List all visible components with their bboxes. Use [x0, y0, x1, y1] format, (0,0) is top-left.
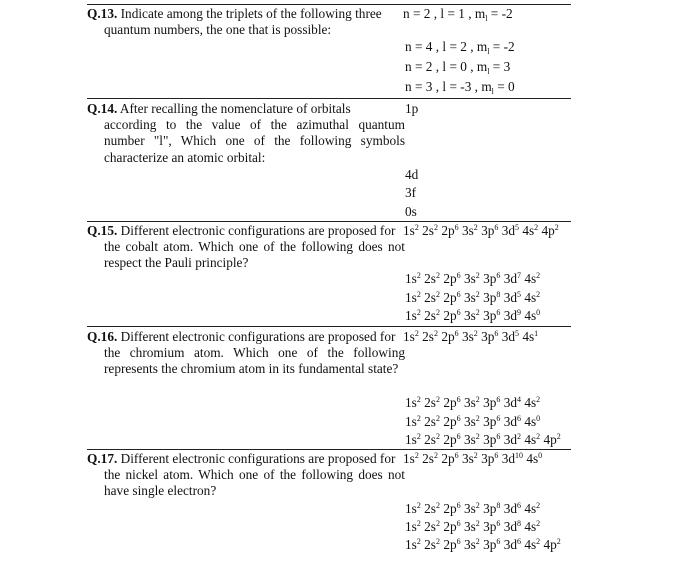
option-a[interactable]: [403, 223, 559, 239]
question-text-first: Indicate among the triplets of the following three: [120, 6, 382, 21]
ml-value: $m_l = -2$: [476, 39, 515, 56]
orbital-term: $3p^8$: [483, 290, 501, 305]
question-text-first: Different electronic configurations are proposed for: [120, 451, 396, 466]
orbital-term: $2s^2$: [424, 432, 440, 447]
orbital-term: $3d^8$: [503, 519, 522, 534]
orbital-term: $2p^6$: [443, 432, 461, 447]
orbital-term: $3s^2$: [463, 395, 480, 410]
orbital-term: $2p^6$: [441, 329, 459, 344]
orbital-term: $4s^2$: [524, 271, 541, 286]
l-value: l = -3 ,: [442, 79, 482, 94]
orbital-term: $4s^2$: [524, 537, 541, 552]
n-value: n = 3 ,: [405, 79, 443, 94]
option-c[interactable]: [405, 519, 540, 535]
orbital-term: $2s^2$: [422, 223, 438, 238]
orbital-term: $3p^6$: [483, 519, 501, 534]
ml-value: $m_l = 0$: [481, 79, 515, 96]
question-13-text: [87, 6, 405, 38]
orbital-term: $3s^2$: [461, 329, 478, 344]
orbital-term: $2s^2$: [422, 451, 438, 466]
orbital-term: $3d^7$: [503, 271, 522, 286]
orbital-term: $4s^2$: [522, 223, 539, 238]
orbital-term: $3s^2$: [463, 501, 480, 516]
question-text-rest: quantum numbers, the one that is possible:: [104, 22, 332, 38]
orbital-term: $2p^6$: [443, 395, 461, 410]
n-value: n = 4 ,: [405, 39, 443, 54]
orbital-term: $3p^6$: [483, 271, 501, 286]
orbital-term: $3d^9$: [503, 308, 522, 323]
orbital-term: $2s^2$: [424, 395, 440, 410]
orbital-term: $3p^6$: [481, 223, 499, 238]
orbital-term: $4p^2$: [543, 432, 561, 447]
orbital-term: $4s^2$: [524, 501, 541, 516]
question-number: Q.16.: [87, 329, 118, 344]
question-text-rest: according to the value of the azimuthal quantum number "l", Which one of the following symbols characterize an atomic orbital:: [104, 117, 405, 165]
orbital-term: $4s^0$: [526, 451, 543, 466]
orbital-term: $1s^2$: [405, 271, 421, 286]
option-d[interactable]: [405, 308, 540, 324]
orbital-term: $4p^2$: [543, 537, 561, 552]
question-15-text: [87, 223, 405, 272]
orbital-term: $3d^6$: [503, 501, 522, 516]
option-b[interactable]: [405, 271, 540, 287]
ml-value: $m_l = 3$: [476, 59, 511, 76]
option-c[interactable]: [405, 414, 540, 430]
separator-line: [87, 449, 571, 450]
orbital-term: $2s^2$: [424, 501, 440, 516]
orbital-term: $3s^2$: [463, 537, 480, 552]
orbital-term: $4s^0$: [524, 414, 541, 429]
option-d[interactable]: [405, 79, 515, 95]
question-text-rest: the nickel atom. Which one of the following does not have single electron?: [104, 467, 405, 499]
orbital-term: $2p^6$: [443, 501, 461, 516]
orbital-term: $2p^6$: [443, 519, 461, 534]
option-d[interactable]: [405, 432, 561, 448]
orbital-term: $4s^1$: [522, 329, 539, 344]
option-b[interactable]: [405, 395, 540, 411]
question-text-first: Different electronic configurations are proposed for: [120, 329, 396, 344]
orbital-term: $2s^2$: [424, 271, 440, 286]
orbital-term: $4s^2$: [524, 432, 541, 447]
question-number: Q.13.: [87, 6, 118, 21]
orbital-term: $3d^5$: [501, 223, 520, 238]
question-text-first: After recalling the nomenclature of orbitals: [119, 101, 351, 116]
orbital-term: $3p^6$: [481, 329, 499, 344]
orbital-term: $2s^2$: [424, 290, 440, 305]
option-a[interactable]: [403, 329, 538, 345]
orbital-term: $3s^2$: [463, 308, 480, 323]
separator-line: [87, 98, 571, 99]
question-text-rest: the cobalt atom. Which one of the following does not respect the Pauli principle?: [104, 239, 405, 271]
option-b[interactable]: 4d: [405, 167, 419, 182]
orbital-term: $3s^2$: [461, 451, 478, 466]
orbital-term: $3p^6$: [483, 308, 501, 323]
orbital-term: $4s^2$: [524, 519, 541, 534]
ml-value: $m_l = -2$: [474, 6, 513, 23]
orbital-term: $4p^2$: [541, 223, 559, 238]
orbital-term: $3p^8$: [483, 501, 501, 516]
option-d[interactable]: [405, 537, 561, 553]
l-value: l = 1 ,: [440, 6, 475, 21]
orbital-term: $3p^6$: [483, 395, 501, 410]
orbital-term: $3s^2$: [461, 223, 478, 238]
orbital-term: $3p^6$: [483, 414, 501, 429]
orbital-term: $1s^2$: [403, 223, 419, 238]
orbital-term: $3p^6$: [483, 537, 501, 552]
question-number: Q.17.: [87, 451, 118, 466]
orbital-term: $1s^2$: [405, 537, 421, 552]
orbital-term: $2p^6$: [443, 308, 461, 323]
orbital-term: $2p^6$: [443, 414, 461, 429]
orbital-term: $3s^2$: [463, 290, 480, 305]
orbital-term: $3p^6$: [481, 451, 499, 466]
question-17-text: [87, 451, 405, 500]
option-a[interactable]: [403, 6, 513, 22]
question-14-text: [87, 101, 405, 166]
orbital-term: $3s^2$: [463, 519, 480, 534]
orbital-term: $3d^4$: [503, 395, 522, 410]
orbital-term: $4s^2$: [524, 290, 541, 305]
separator-line: [87, 326, 571, 327]
orbital-term: $2s^2$: [424, 537, 440, 552]
orbital-term: $2s^2$: [424, 414, 440, 429]
orbital-term: $1s^2$: [405, 395, 421, 410]
orbital-term: $1s^2$: [405, 308, 421, 323]
option-a[interactable]: 1p: [405, 101, 419, 116]
orbital-term: $3p^6$: [483, 432, 501, 447]
orbital-term: $2p^6$: [441, 451, 459, 466]
orbital-term: $3s^2$: [463, 271, 480, 286]
orbital-term: $3s^2$: [463, 432, 480, 447]
orbital-term: $2s^2$: [422, 329, 438, 344]
option-c[interactable]: [405, 59, 510, 75]
option-d[interactable]: 0s: [405, 204, 417, 219]
orbital-term: $3d^6$: [503, 414, 522, 429]
l-value: l = 2 ,: [442, 39, 477, 54]
separator-line: [87, 221, 571, 222]
option-c[interactable]: [405, 290, 540, 306]
option-c[interactable]: 3f: [405, 185, 417, 200]
orbital-term: $1s^2$: [405, 290, 421, 305]
orbital-term: $1s^2$: [403, 329, 419, 344]
question-text-rest: the chromium atom. Which one of the following represents the chromium atom in its fundamental state?: [104, 345, 405, 377]
l-value: l = 0 ,: [442, 59, 477, 74]
separator-line: [87, 4, 571, 5]
orbital-term: $2s^2$: [424, 519, 440, 534]
option-b[interactable]: [405, 39, 515, 55]
n-value: n = 2 ,: [405, 59, 443, 74]
orbital-term: $2p^6$: [443, 290, 461, 305]
orbital-term: $3d^2$: [503, 432, 522, 447]
question-number: Q.14.: [87, 101, 118, 116]
orbital-term: $3d^5$: [503, 290, 522, 305]
option-a[interactable]: [403, 451, 542, 467]
orbital-term: $1s^2$: [405, 432, 421, 447]
orbital-term: $4s^2$: [524, 395, 541, 410]
question-number: Q.15.: [87, 223, 118, 238]
question-text-first: Different electronic configurations are proposed for: [120, 223, 396, 238]
orbital-term: $1s^2$: [405, 519, 421, 534]
orbital-term: $2s^2$: [424, 308, 440, 323]
orbital-term: $3s^2$: [463, 414, 480, 429]
n-value: n = 2 ,: [403, 6, 441, 21]
orbital-term: $3d^6$: [503, 537, 522, 552]
orbital-term: $1s^2$: [405, 501, 421, 516]
orbital-term: $4s^0$: [524, 308, 541, 323]
question-16-text: [87, 329, 405, 378]
orbital-term: $2p^6$: [443, 271, 461, 286]
option-b[interactable]: [405, 501, 540, 517]
orbital-term: $1s^2$: [403, 451, 419, 466]
orbital-term: $1s^2$: [405, 414, 421, 429]
orbital-term: $3d^5$: [501, 329, 520, 344]
orbital-term: $3d^{10}$: [501, 451, 524, 466]
orbital-term: $2p^6$: [441, 223, 459, 238]
orbital-term: $2p^6$: [443, 537, 461, 552]
